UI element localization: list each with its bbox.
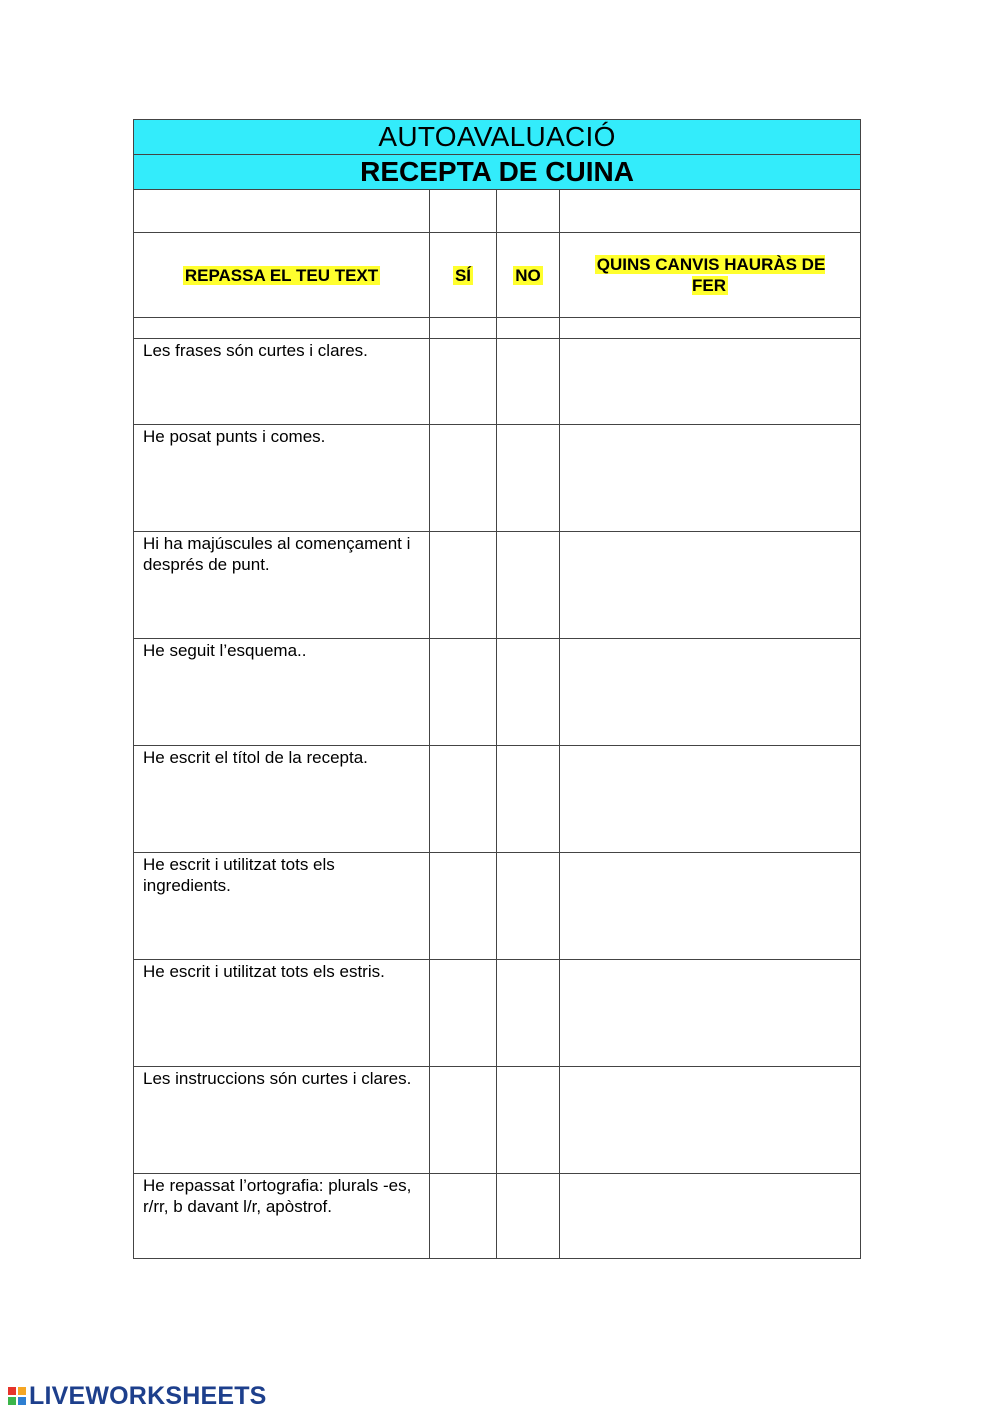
yes-cell[interactable]: [430, 339, 497, 425]
criterion-text: Les frases són curtes i clares.: [134, 339, 430, 425]
criterion-text: He posat punts i comes.: [134, 425, 430, 532]
changes-cell[interactable]: [560, 960, 861, 1067]
changes-cell[interactable]: [560, 746, 861, 853]
header-row: [134, 233, 861, 318]
changes-cell[interactable]: [560, 853, 861, 960]
changes-cell[interactable]: [560, 1174, 861, 1259]
yes-cell[interactable]: [430, 746, 497, 853]
logo-blocks-icon: [8, 1387, 26, 1405]
no-cell[interactable]: [497, 746, 560, 853]
no-cell[interactable]: [497, 1067, 560, 1174]
criterion-text: Les instruccions són curtes i clares.: [134, 1067, 430, 1174]
yes-cell[interactable]: [430, 532, 497, 639]
header-no: NO: [497, 233, 560, 318]
criterion-text: He repassat l’ortografia: plurals -es, r/rr, b davant l/r, apòstrof.: [134, 1174, 430, 1259]
no-cell[interactable]: [497, 639, 560, 746]
changes-cell[interactable]: [560, 425, 861, 532]
criterion-row: [134, 1067, 861, 1174]
liveworksheets-logo: [8, 1381, 267, 1411]
header-yes: SÍ: [430, 233, 497, 318]
brand-text: LIVEWORKSHEETS: [29, 1381, 267, 1410]
criterion-row: [134, 339, 861, 425]
criterion-text: He seguit l’esquema..: [134, 639, 430, 746]
self-assessment-table: [133, 119, 861, 1259]
criterion-text: Hi ha majúscules al començament i després de punt.: [134, 532, 430, 639]
no-cell[interactable]: [497, 532, 560, 639]
changes-cell[interactable]: [560, 339, 861, 425]
criterion-row: [134, 639, 861, 746]
no-cell[interactable]: [497, 853, 560, 960]
yes-cell[interactable]: [430, 1174, 497, 1259]
changes-cell[interactable]: [560, 639, 861, 746]
no-cell[interactable]: [497, 960, 560, 1067]
title-recepta: RECEPTA DE CUINA: [134, 155, 861, 190]
no-cell[interactable]: [497, 339, 560, 425]
header-changes: QUINS CANVIS HAURÀS DE FER: [560, 233, 861, 318]
header-criteria: REPASSA EL TEU TEXT: [134, 233, 430, 318]
yes-cell[interactable]: [430, 960, 497, 1067]
yes-cell[interactable]: [430, 639, 497, 746]
criterion-row: [134, 425, 861, 532]
criterion-row: [134, 532, 861, 639]
yes-cell[interactable]: [430, 853, 497, 960]
changes-cell[interactable]: [560, 1067, 861, 1174]
criterion-row: [134, 853, 861, 960]
empty-row-spacer: [134, 318, 861, 339]
criterion-row: [134, 1174, 861, 1259]
criterion-text: He escrit i utilitzat tots els estris.: [134, 960, 430, 1067]
yes-cell[interactable]: [430, 425, 497, 532]
changes-cell[interactable]: [560, 532, 861, 639]
no-cell[interactable]: [497, 1174, 560, 1259]
criterion-row: [134, 960, 861, 1067]
title-autoavaluacio: AUTOAVALUACIÓ: [134, 120, 861, 155]
criterion-row: [134, 746, 861, 853]
no-cell[interactable]: [497, 425, 560, 532]
empty-row-top: [134, 190, 861, 233]
criterion-text: He escrit i utilitzat tots els ingredients.: [134, 853, 430, 960]
criterion-text: He escrit el títol de la recepta.: [134, 746, 430, 853]
yes-cell[interactable]: [430, 1067, 497, 1174]
